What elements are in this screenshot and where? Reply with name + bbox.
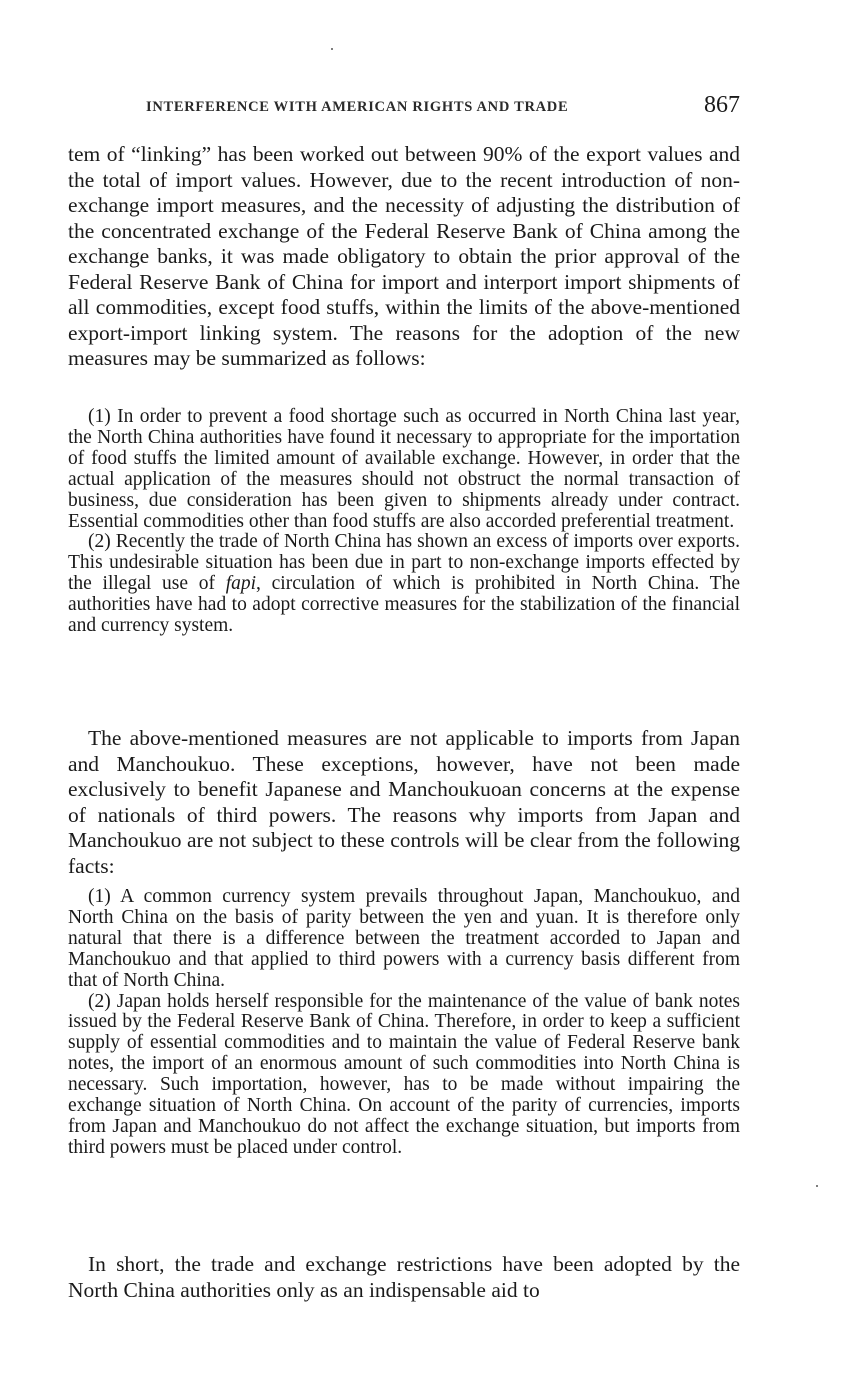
speck-mark: [331, 48, 333, 50]
intro-paragraph: [68, 142, 740, 372]
fact-item-2: (2) Japan holds herself responsible for the maintenance of the value of bank notes issued by the Federal Reserve Bank of China. Therefore, in order to keep a sufficient supply of essential commodities and to maintain the value of Federal Reserve bank notes, the import of an enormous amount of such commodities into North China is necessary. Such importation, however, has to be made without impairing the exchange situation of North China. On account of the parity of currencies, imports from Japan and Manchoukuo do not affect the exchange situation, but imports from third powers must be placed under control.: [68, 990, 740, 1158]
conclusion-paragraph: [68, 1252, 740, 1303]
exceptions-text: The above-mentioned measures are not applicable to imports from Japan and Manchoukuo. These exceptions, however, have not been made exclusively to benefit Japanese and Manchoukuoan concerns at the expense of nationals of third powers. The reasons why imports from Japan and Manchoukuo are not subject to these controls will be clear from the following facts:: [68, 726, 740, 878]
fapi-term: fapi: [225, 573, 257, 595]
exceptions-paragraph: [68, 726, 740, 879]
speck-mark: [816, 1185, 818, 1187]
conclusion-text: In short, the trade and exchange restrictions have been adopted by the North China authorities only as an indispensable aid to: [68, 1252, 740, 1302]
reason-2-text-end: , circulation of which is prohibited in North China. The authorities have had to adopt corrective measures for the stabilization of the financial and currency system.: [68, 573, 740, 637]
intro-text: tem of “linking” has been worked out between 90% of the export values and the total of import values. However, due to the recent introduction of non-exchange import measures, and the necessity of adjusting the distribution of the concentrated exchange of the Federal Reserve Bank of China among the exchange banks, it was made obligatory to obtain the prior approval of the Federal Reserve Bank of China for import and interport import shipments of all commodities, except food stuffs, within the limits of the above-mentioned export-import linking system. The reasons for the adoption of the new measures may be summarized as follows:: [68, 142, 740, 370]
fact-item-1: (1) A common currency system prevails throughout Japan, Manchoukuo, and North China on the basis of parity between the yen and yuan. It is therefore only natural that there is a difference between the treatment accorded to Japan and Manchoukuo and that applied to third powers with a currency basis different from that of North China.: [68, 886, 740, 991]
reason-item-2: [68, 532, 740, 637]
reason-2-text-start: (2) Recently the trade of North China has shown an excess of imports over exports. This undesirable situation has been due in part to non-exchange imports effected by the illegal use of: [68, 531, 740, 595]
page-number: 867: [704, 92, 740, 118]
running-title: INTERFERENCE WITH AMERICAN RIGHTS AND TRADE: [146, 99, 569, 115]
reasons-list: [68, 407, 740, 637]
facts-list: [68, 887, 740, 1159]
running-head: [68, 92, 740, 124]
reason-item-1: (1) In order to prevent a food shortage such as occurred in North China last year, the North China authorities have found it necessary to appropriate for the importation of food stuffs the limited amount of available exchange. However, in order that the actual application of the measures should not obstruct the normal transaction of business, due consideration has been given to shipments already under contract. Essential commodities other than food stuffs are also accorded preferential treatment.: [68, 406, 740, 532]
